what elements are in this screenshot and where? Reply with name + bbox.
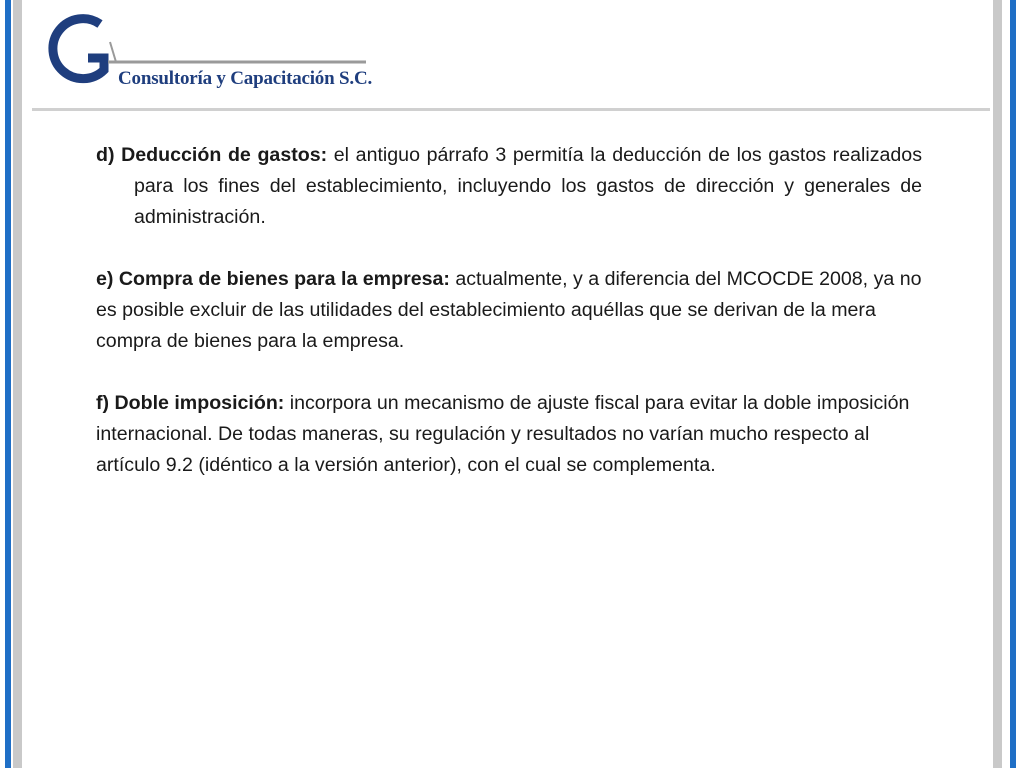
paragraph-doble-imposicion — [96, 388, 922, 481]
paragraph-text: actualmente, y a diferencia del MCOCDE 2008, ya no es posible excluir de las utilidades del establecimiento aquéllas que se derivan de la mera compra de bienes para la empresa. — [96, 268, 922, 352]
paragraph-label: d) Deducción de gastos: — [96, 144, 328, 166]
paragraph-compra-bienes — [96, 264, 922, 357]
header-divider — [32, 108, 990, 111]
left-gray-border — [13, 0, 22, 768]
paragraph-label: e) Compra de bienes para la empresa: — [96, 268, 450, 290]
right-blue-border — [1010, 0, 1016, 768]
left-blue-border — [5, 0, 11, 768]
company-logo — [38, 12, 373, 102]
paragraph-label: f) Doble imposición: — [96, 392, 285, 414]
company-name: Consultoría y Capacitación S.C. — [118, 68, 373, 89]
paragraph-deduccion-gastos — [96, 140, 922, 233]
paragraph-text: incorpora un mecanismo de ajuste fiscal para evitar la doble imposición internacional. De todas maneras, su regulación y resultados no varían mucho respecto al artículo 9.2 (idéntico a la versión anterior), con el cual se complementa. — [96, 392, 910, 476]
right-gray-border — [993, 0, 1002, 768]
paragraph-text: el antiguo párrafo 3 permitía la deducción de los gastos realizados para los fines del establecimiento, incluyendo los gastos de dirección y generales de administración. — [134, 144, 922, 228]
logo-initials: va — [90, 50, 105, 66]
slide-body — [96, 140, 922, 512]
